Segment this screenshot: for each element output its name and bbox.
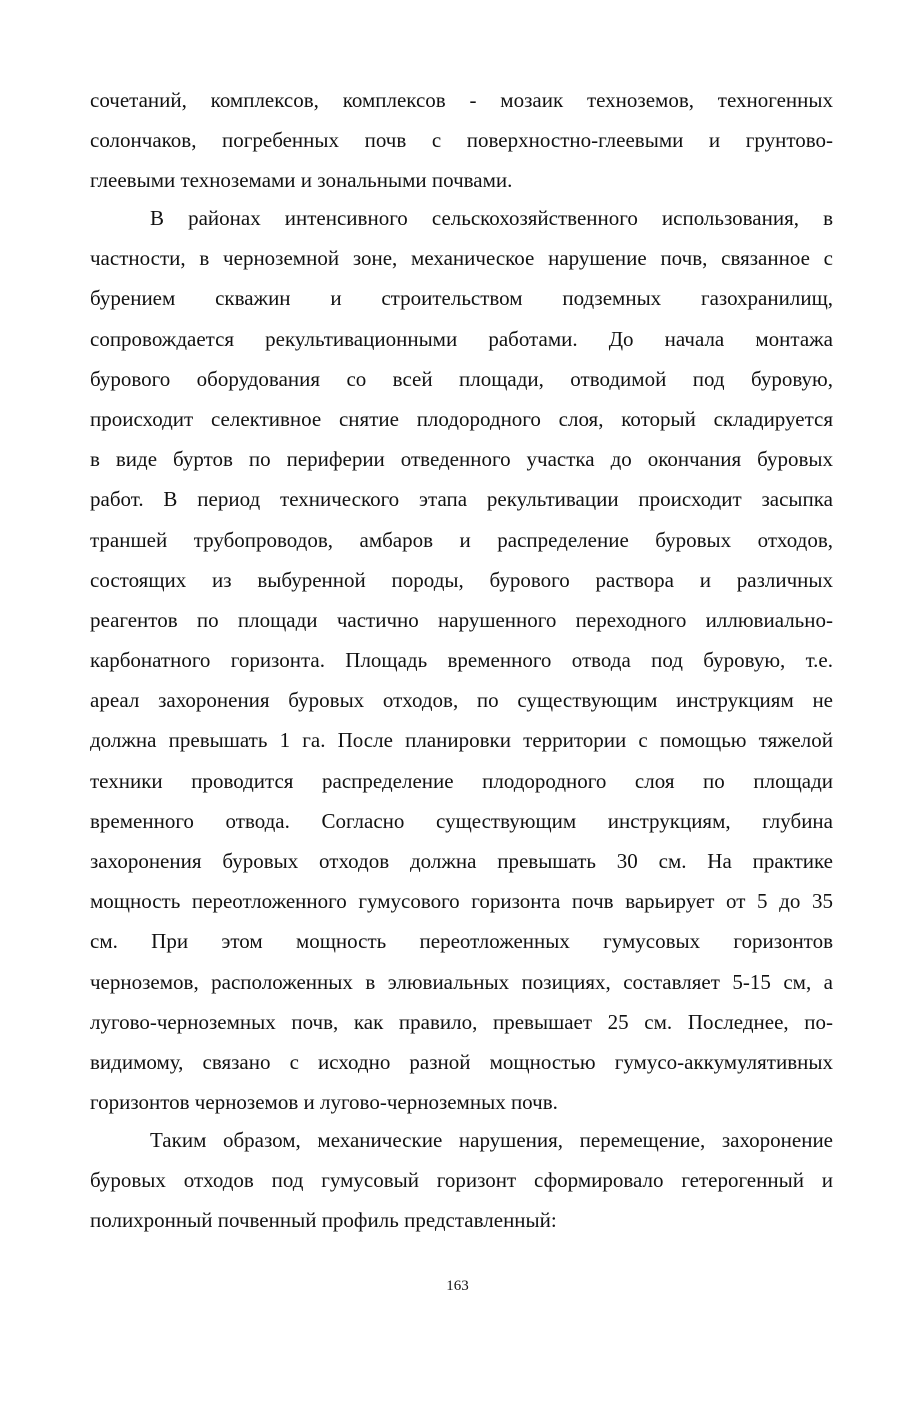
- text-line: В районах интенсивного сельскохозяйственного использования, в: [150, 206, 833, 230]
- text-line: бурением скважин и строительством подземных газохранилищ,: [90, 286, 833, 311]
- page-number: 163: [446, 1278, 469, 1294]
- text-line: карбонатного горизонта. Площадь временного отвода под буровую, т.е.: [90, 648, 833, 673]
- text-line: лугово-черноземных почв, как правило, превышает 25 см. Последнее, по-: [90, 1009, 833, 1034]
- text-line: черноземов, расположенных в элювиальных позициях, составляет 5-15 см, а: [90, 969, 833, 994]
- text-line: ареал захоронения буровых отходов, по существующим инструкциям не: [90, 688, 833, 713]
- text-line: мощность переотложенного гумусового горизонта почв варьирует от 5 до 35: [90, 889, 833, 914]
- text-line: реагентов по площади частично нарушенного переходного иллювиально-: [90, 607, 833, 632]
- text-line: глеевыми техноземами и зональными почвами.: [90, 168, 513, 193]
- text-line: происходит селективное снятие плодородного слоя, который складируется: [90, 406, 833, 431]
- text-line: горизонтов черноземов и лугово-черноземных почв.: [90, 1090, 558, 1115]
- text-line: в виде буртов по периферии отведенного участка до окончания буровых: [90, 447, 833, 472]
- text-line: см. При этом мощность переотложенных гумусовых горизонтов: [90, 929, 833, 954]
- text-line: буровых отходов под гумусовый горизонт сформировало гетерогенный и: [90, 1168, 833, 1193]
- text-line: состоящих из выбуренной породы, бурового раствора и различных: [90, 567, 833, 592]
- text-line: временного отвода. Согласно существующим инструкциям, глубина: [90, 808, 833, 833]
- text-line: техники проводится распределение плодородного слоя по площади: [90, 768, 833, 793]
- text-line: частности, в черноземной зоне, механическое нарушение почв, связанное с: [90, 246, 833, 271]
- text-line: сочетаний, комплексов, комплексов - мозаик техноземов, техногенных: [90, 88, 833, 112]
- text-line: работ. В период технического этапа рекультивации происходит засыпка: [90, 487, 833, 512]
- text-line: траншей трубопроводов, амбаров и распределение буровых отходов,: [90, 527, 833, 552]
- paragraph-3: [90, 1120, 833, 1241]
- text-line: захоронения буровых отходов должна превышать 30 см. На практике: [90, 849, 833, 873]
- text-line: бурового оборудования со всей площади, отводимой под буровую,: [90, 366, 833, 391]
- text-line: сопровождается рекультивационными работами. До начала монтажа: [90, 326, 833, 351]
- paragraph-1: [90, 80, 833, 201]
- text-line: полихронный почвенный профиль представленный:: [90, 1208, 557, 1233]
- text-line: Таким образом, механические нарушения, перемещение, захоронение: [150, 1128, 833, 1152]
- paragraph-2: [90, 198, 833, 1122]
- text-line: солончаков, погребенных почв с поверхностно-глеевыми и грунтово-: [90, 128, 833, 153]
- text-line: видимому, связано с исходно разной мощностью гумусо-аккумулятивных: [90, 1049, 833, 1074]
- text-line: должна превышать 1 га. После планировки территории с помощью тяжелой: [90, 728, 833, 753]
